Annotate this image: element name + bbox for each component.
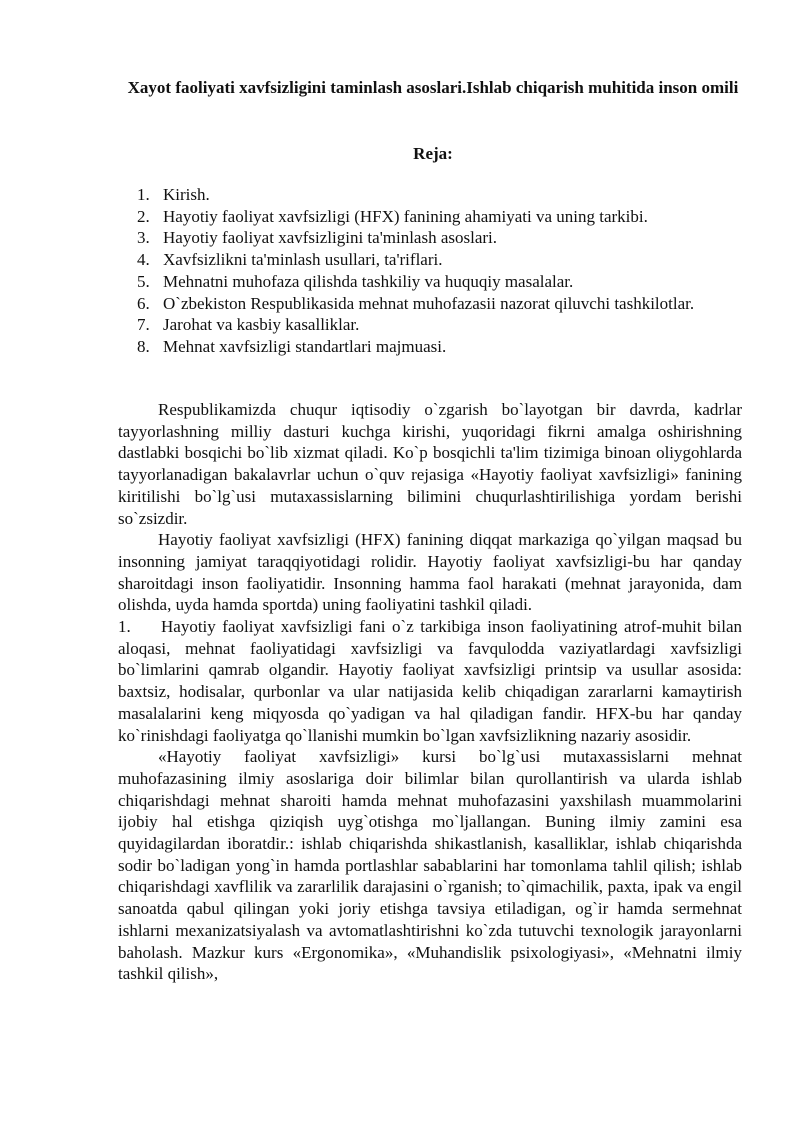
paragraph: Hayotiy faoliyat xavfsizligi (HFX) fanining diqqat markaziga qo`yilgan maqsad bu insonning jamiyat taraqqiyotidagi rolidir. Hayotiy faoliyat xavfsizligi-bu har qanday sharoitdagi inson faoliyatidir. Insonning hamma faol harakati (mehnat jarayonida, dam olishda, uyda hamda sportda) uning faoliyatini tashkil qiladi. bbox=[118, 530, 742, 615]
paragraph-number: 1. bbox=[118, 617, 131, 637]
paragraph-text: Hayotiy faoliyat xavfsizligi fani o`z tarkibiga inson faoliyatining atrof-muhit bilan aloqasi, mehnat faoliyatidagi xavfsizligi va favqulodda vaziyatlardagi xavfsizligi bo`limlarini qamrab olgandir. Hayotiy faoliyat xavfsizligi printsip va usullar asosida: baxtsiz, hodisalar, qurbonlar va ular natijasida kelib chiqadigan zararlarni kamaytirish masalalarini keng miqyosda qo`yadigan va hal qiladigan fandir. HFX-bu har qanday ko`rinishdagi faoliyatga qo`llanishi mumkin bo`lgan xavfsizlikning nazariy asosidir. bbox=[118, 617, 742, 745]
plan-item bbox=[118, 336, 742, 358]
plan-item bbox=[118, 293, 742, 315]
paragraph: «Hayotiy faoliyat xavfsizligi» kursi bo`lg`usi mutaxassislarni mehnat muhofazasining ilmiy asoslariga doir bilimlar bilan qurollantirish va ularda ishlab chiqarishdagi mehnat sharoiti hamda mehnat muhofazasini yaxshilash muammolarini ijobiy hal etishga qiziqish uyg`otishga mo`ljallangan. Buning ilmiy zamini esa quyidagilardan iboratdir.: ishlab chiqarishda shikastlanish, kasalliklar, ishlab chiqarishda sodir bo`ladigan yong`in hamda portlashlar sabablarini har tomonlama tahlil qilish; ishlab chiqarishdagi xavflilik va zararlilik darajasini o`rganish; to`qimachilik, paxta, ipak va engil sanoatda qabul qilingan yoki joriy etishga tavsiya etiladigan, og`ir hamda sermehnat ishlarni mexanizatsiyalash va avtomatlashtirishni ko`zda tutuvchi texnologik jarayonlarni baholash. Mazkur kurs «Ergonomika», «Muhandislik psixologiyasi», «Mehnatni ilmiy tashkil qilish», bbox=[118, 747, 742, 984]
paragraph: Respublikamizda chuqur iqtisodiy o`zgarish bo`layotgan bir davrda, kadrlar tayyorlashning milliy dasturi kuchga kirishi, yuqoridagi fikrni amalga oshirishning dastlabki bosqichi bo`lib xizmat qiladi. Ko`p bosqichli ta'lim tizimiga binoan oliygohlarda tayyorlanadigan bakalavrlar uchun o`quv rejasiga «Hayotiy faoliyat xavfsizligi» fanining kiritilishi bo`lg`usi mutaxassislarning bilimini chuqurlashtirilishiga yordam berishi so`zsizdir. bbox=[118, 400, 742, 528]
plan-item-text: Mehnat xavfsizligi standartlari majmuasi. bbox=[163, 336, 447, 356]
plan-item-text: Kirish. bbox=[163, 185, 210, 204]
plan-item-number: 6. bbox=[137, 293, 150, 313]
plan-item-number: 3. bbox=[137, 228, 150, 248]
plan-item-text: O`zbekiston Respublikasida mehnat muhofazasii nazorat qiluvchi tashkilotlar. bbox=[163, 293, 695, 313]
plan-item-text: Hayotiy faoliyat xavfsizligini ta'minlash asoslari. bbox=[163, 228, 498, 248]
numbered-paragraph bbox=[118, 616, 742, 746]
plan-item bbox=[118, 271, 742, 293]
plan-list bbox=[118, 184, 742, 358]
plan-item-text: Mehnatni muhofaza qilishda tashkiliy va huquqiy masalalar. bbox=[163, 271, 574, 291]
plan-item bbox=[118, 227, 742, 249]
plan-item-number: 8. bbox=[137, 336, 150, 356]
plan-heading: Reja: bbox=[413, 144, 453, 163]
body-text bbox=[118, 399, 742, 985]
plan-item-number: 5. bbox=[137, 271, 150, 291]
document-title: Xayot faoliyati xavfsizligini taminlash asoslari.Ishlab chiqarish muhitida inson omili bbox=[127, 78, 739, 97]
plan-item-number: 4. bbox=[137, 250, 150, 270]
plan-item bbox=[118, 206, 742, 228]
plan-item-number: 2. bbox=[137, 206, 150, 226]
plan-item-text: Hayotiy faoliyat xavfsizligi (HFX) fanining ahamiyati va uning tarkibi. bbox=[163, 206, 648, 226]
plan-item bbox=[118, 249, 742, 271]
plan-item-number: 7. bbox=[137, 315, 150, 335]
plan-item-text: Jarohat va kasbiy kasalliklar. bbox=[163, 315, 360, 335]
plan-item-number: 1. bbox=[137, 185, 150, 204]
plan-item bbox=[118, 184, 742, 206]
plan-item bbox=[118, 314, 742, 336]
plan-item-text: Xavfsizlikni ta'minlash usullari, ta'riflari. bbox=[163, 250, 443, 270]
